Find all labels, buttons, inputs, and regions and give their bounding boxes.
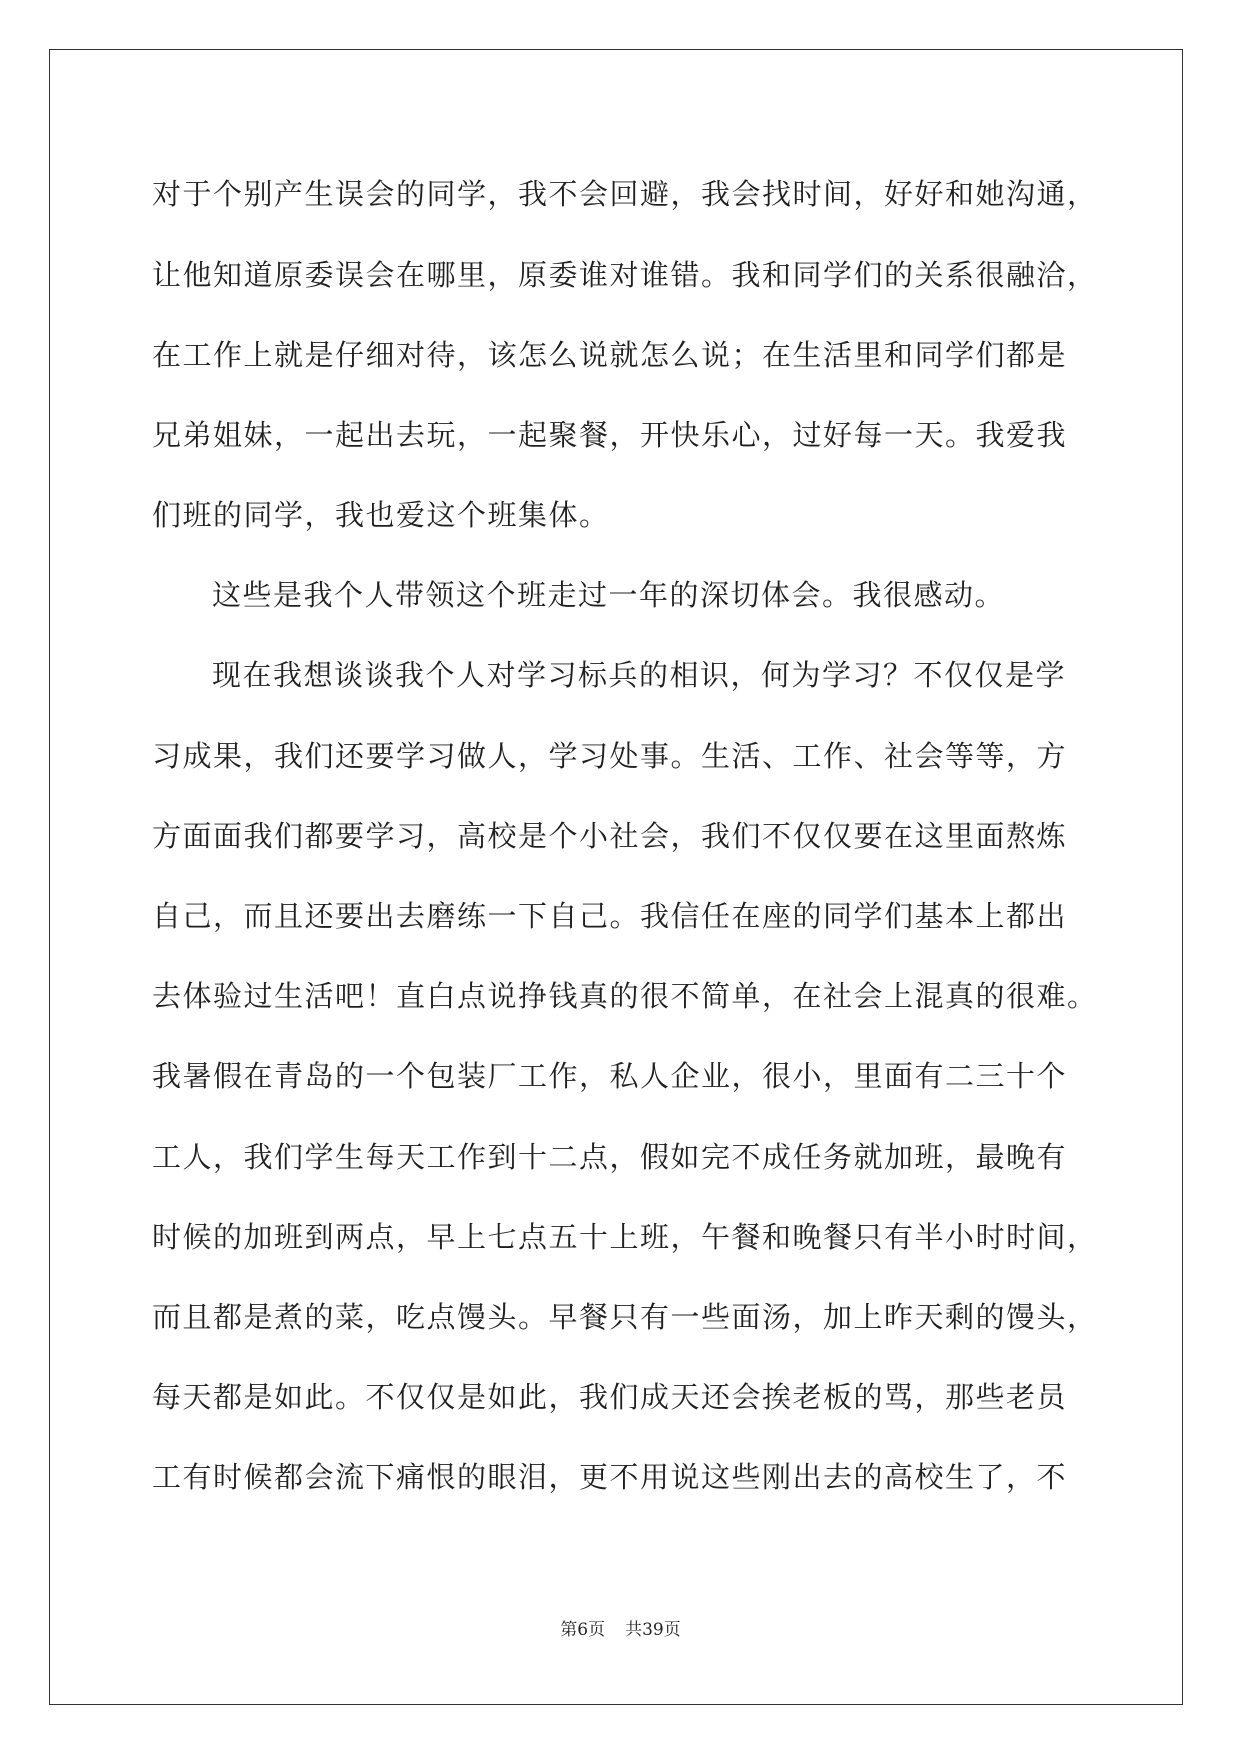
text-line: 自己，而且还要出去磨练一下自己。我信任在座的同学们基本上都出 <box>152 899 1068 933</box>
text-line: 时候的加班到两点，早上七点五十上班，午餐和晚餐只有半小时时间， <box>152 1220 1098 1254</box>
text-line: 而且都是煮的菜，吃点馒头。早餐只有一些面汤，加上昨天剩的馒头， <box>152 1300 1098 1334</box>
paragraph-start-line: 现在我想谈谈我个人对学习标兵的相识，何为学习？不仅仅是学 <box>212 658 1067 692</box>
text-line: 让他知道原委误会在哪里，原委谁对谁错。我和同学们的关系很融洽， <box>152 258 1098 292</box>
paragraph-start-line: 这些是我个人带领这个班走过一年的深切体会。我很感动。 <box>212 578 1006 612</box>
text-line: 兄弟姐妹，一起出去玩，一起聚餐，开快乐心，过好每一天。我爱我 <box>152 418 1068 452</box>
text-line: 工有时候都会流下痛恨的眼泪，更不用说这些刚出去的高校生了，不 <box>152 1460 1068 1494</box>
text-line: 习成果，我们还要学习做人，学习处事。生活、工作、社会等等，方 <box>152 739 1068 773</box>
text-line: 们班的同学，我也爱这个班集体。 <box>152 498 610 532</box>
text-line: 工人，我们学生每天工作到十二点，假如完不成任务就加班，最晚有 <box>152 1140 1068 1174</box>
page-footer <box>0 1619 1241 1641</box>
page-total: 共39页 <box>625 1620 681 1640</box>
page-number: 第6页 <box>560 1620 606 1640</box>
text-line: 对于个别产生误会的同学，我不会回避，我会找时间，好好和她沟通， <box>152 177 1098 211</box>
text-line: 在工作上就是仔细对待，该怎么说就怎么说；在生活里和同学们都是 <box>152 338 1068 372</box>
text-line: 方面面我们都要学习，高校是个小社会，我们不仅仅要在这里面熬炼 <box>152 819 1068 853</box>
text-line: 每天都是如此。不仅仅是如此，我们成天还会挨老板的骂，那些老员 <box>152 1380 1068 1414</box>
text-line: 我暑假在青岛的一个包装厂工作，私人企业，很小，里面有二三十个 <box>152 1059 1068 1093</box>
text-line: 去体验过生活吧！直白点说挣钱真的很不简单，在社会上混真的很难。 <box>152 979 1098 1013</box>
